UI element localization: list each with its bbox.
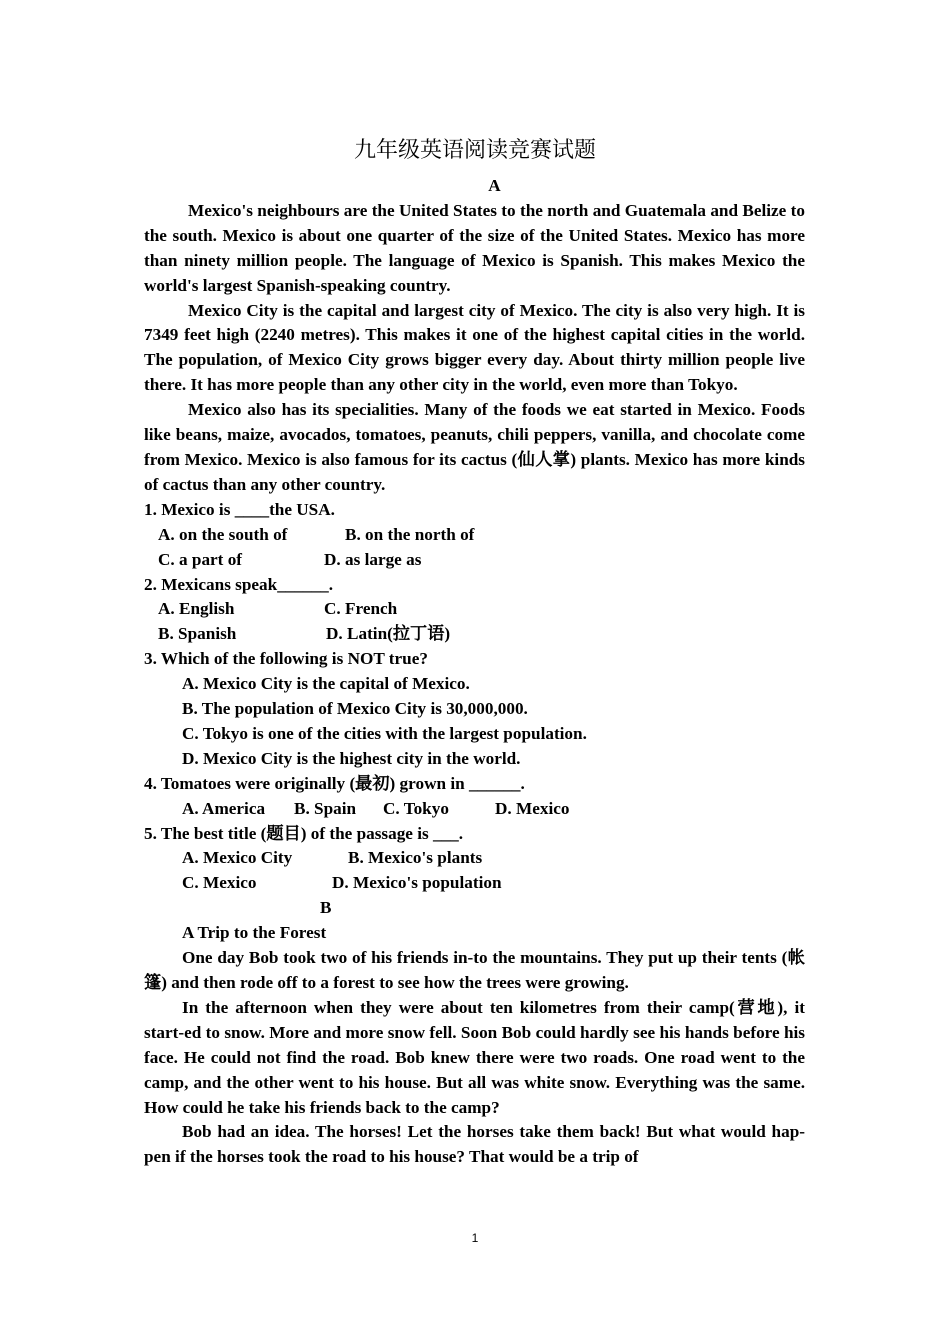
question-3-option-a: A. Mexico City is the capital of Mexico. <box>182 674 470 694</box>
question-5-option-c: C. Mexico <box>182 873 257 893</box>
question-1-option-a: A. on the south of <box>158 524 288 544</box>
question-2-option-d: D. Latin(拉丁语) <box>326 624 451 644</box>
question-2-stem: 2. Mexicans speak______. <box>144 574 334 594</box>
question-5-options-row-1 <box>144 846 805 871</box>
section-a-heading: A <box>488 176 501 195</box>
question-1-options-row-1 <box>144 523 805 548</box>
question-2-option-c: C. French <box>324 599 398 619</box>
question-2-option-a: A. English <box>158 599 235 619</box>
page-number: 1 <box>471 1231 479 1245</box>
passage-a-paragraph-2: Mexico City is the capital and largest city of Mexico. The city is also very high. It is 7349 feet high (2240 metres). This makes it one of the highest capital cities in the world. The population, of Mexico City grows bigger every day. About thirty million people live there. It has more people than any other city in the world, even more than Tokyo. <box>144 300 805 395</box>
question-3-option-c: C. Tokyo is one of the cities with the largest population. <box>182 723 587 743</box>
question-3-stem: 3. Which of the following is NOT true? <box>144 649 428 669</box>
question-1-option-c: C. a part of <box>158 549 243 569</box>
passage-b-paragraph-3: Bob had an idea. The horses! Let the horses take them back! But what would hap-pen if the horses took the road to his house? That would be a trip of <box>144 1122 805 1167</box>
question-5-options-row-2 <box>144 871 805 896</box>
question-1-option-b: B. on the north of <box>345 524 475 544</box>
question-4-option-a: A. America <box>182 798 266 818</box>
question-4-option-d: D. Mexico <box>495 798 570 818</box>
question-5-stem: 5. The best title (题目) of the passage is ___. <box>144 823 464 843</box>
passage-a-paragraph-3: Mexico also has its specialities. Many of the foods we eat started in Mexico. Foods like beans, maize, avocados, tomatoes, peanuts, chili peppers, vanilla, and chocolate come from Mexico. Mexico is also famous for its cactus (仙人掌) plants. Mexico has more kinds of cactus than any other country. <box>144 400 805 494</box>
question-4-option-c: C. Tokyo <box>383 798 449 818</box>
question-3-option-b: B. The population of Mexico City is 30,000,000. <box>182 699 528 719</box>
document-body <box>144 174 805 1170</box>
question-5-option-b: B. Mexico's plants <box>348 848 483 868</box>
question-5-option-a: A. Mexico City <box>182 848 293 868</box>
question-4-options-row <box>144 797 805 822</box>
passage-a-paragraph-1: Mexico's neighbours are the United States to the north and Guatemala and Belize to the south. Mexico is about one quarter of the size of the United States. Mexico has more than ninety million people. The language of Mexico is Spanish. This makes Mexico the world's largest Spanish-speaking country. <box>144 200 805 295</box>
passage-b-title: A Trip to the Forest <box>182 923 327 943</box>
question-2-options-row-1 <box>144 597 805 622</box>
question-3-option-d: D. Mexico City is the highest city in the world. <box>182 748 521 768</box>
question-4-option-b: B. Spain <box>294 798 357 818</box>
question-5-option-d: D. Mexico's population <box>332 873 502 893</box>
question-1-options-row-2 <box>144 548 805 573</box>
question-2-options-row-2 <box>144 622 805 647</box>
question-2-option-b: B. Spanish <box>158 624 237 644</box>
question-1-stem: 1. Mexico is ____the USA. <box>144 499 335 519</box>
passage-b-paragraph-2: In the afternoon when they were about ten kilometres from their camp(营地), it start-ed to snow. More and more snow fell. Soon Bob could hardly see his hands before his face. He could not find the road. Bob knew there were two roads. One road went to the camp, and the other went to his house. But all was white snow. Everything was the same. How could he take his friends back to the camp? <box>144 997 805 1117</box>
question-4-stem: 4. Tomatoes were originally (最初) grown in ______. <box>144 773 525 793</box>
question-1-option-d: D. as large as <box>324 549 422 569</box>
page-title: 九年级英语阅读竞赛试题 <box>353 138 596 163</box>
passage-b-paragraph-1: One day Bob took two of his friends in-to the mountains. They put up their tents (帐篷) and then rode off to a forest to see how the trees were growing. <box>144 948 805 992</box>
section-b-heading: B <box>320 898 332 918</box>
